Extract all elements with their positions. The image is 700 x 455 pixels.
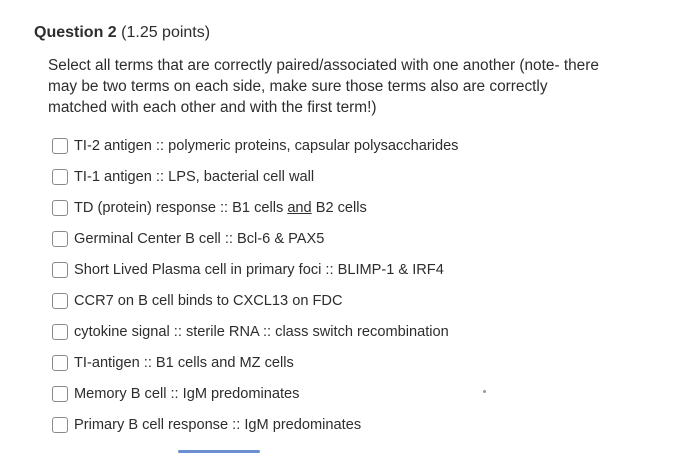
checkbox[interactable] xyxy=(52,417,68,433)
option-label: TI-antigen :: B1 cells and MZ cells xyxy=(74,354,294,371)
option-ti1-antigen[interactable] xyxy=(49,161,458,192)
checkbox[interactable] xyxy=(52,355,68,371)
option-label-before: TD (protein) response :: B1 cells xyxy=(74,199,288,216)
question-header xyxy=(34,24,210,42)
option-short-lived-plasma[interactable] xyxy=(49,254,458,285)
checkbox[interactable] xyxy=(52,200,68,216)
option-label-underlined: and xyxy=(287,199,312,216)
question-prompt: Select all terms that are correctly paired/associated with one another (note- there may be two terms on each side, make sure those terms also are correctly matched with each other and with the first term!) xyxy=(48,57,599,116)
option-label: Germinal Center B cell :: Bcl-6 & PAX5 xyxy=(74,230,325,247)
checkbox[interactable] xyxy=(52,293,68,309)
option-td-response[interactable] xyxy=(49,192,458,223)
checkbox[interactable] xyxy=(52,169,68,185)
option-label: TI-2 antigen :: polymeric proteins, capsular polysaccharides xyxy=(74,137,459,154)
option-ti2-antigen[interactable] xyxy=(49,130,458,161)
option-cytokine-signal[interactable] xyxy=(49,316,458,347)
option-memory-b-cell[interactable] xyxy=(49,378,458,409)
bottom-scroll-indicator xyxy=(178,450,260,453)
question-title: Question 2 xyxy=(34,24,117,41)
option-germinal-center[interactable] xyxy=(49,223,458,254)
option-ti-antigen[interactable] xyxy=(49,347,458,378)
option-label: TI-1 antigen :: LPS, bacterial cell wall xyxy=(74,168,315,185)
option-label: cytokine signal :: sterile RNA :: class switch recombination xyxy=(74,323,449,340)
checkbox[interactable] xyxy=(52,231,68,247)
option-primary-b-cell[interactable] xyxy=(49,409,458,440)
option-label: Short Lived Plasma cell in primary foci :: BLIMP-1 & IRF4 xyxy=(74,261,444,278)
checkbox[interactable] xyxy=(52,262,68,278)
question-points: (1.25 points) xyxy=(121,24,211,41)
option-ccr7[interactable] xyxy=(49,285,458,316)
option-label: Primary B cell response :: IgM predominates xyxy=(74,416,362,433)
option-label: CCR7 on B cell binds to CXCL13 on FDC xyxy=(74,292,343,309)
option-label xyxy=(74,200,367,216)
checkbox[interactable] xyxy=(52,386,68,402)
checkbox[interactable] xyxy=(52,138,68,154)
checkbox[interactable] xyxy=(52,324,68,340)
option-label-after: B2 cells xyxy=(311,199,367,216)
option-label: Memory B cell :: IgM predominates xyxy=(74,385,300,402)
answer-options xyxy=(49,130,458,440)
stray-dot xyxy=(483,390,486,393)
